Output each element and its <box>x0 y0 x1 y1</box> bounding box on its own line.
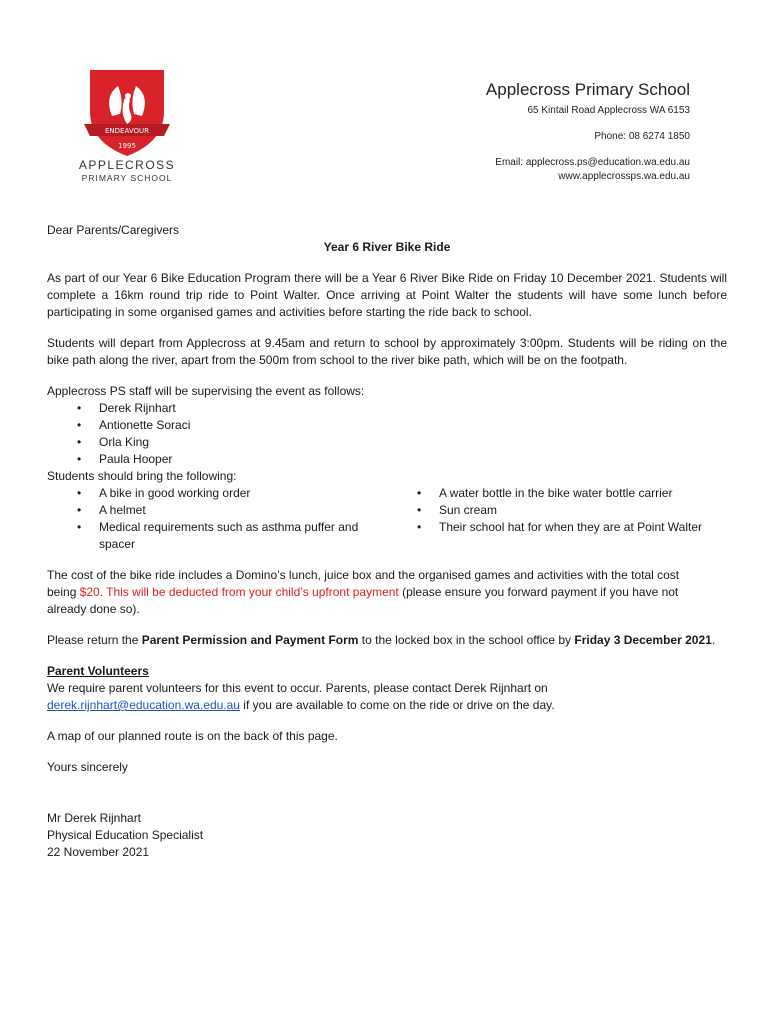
school-contact-header <box>486 80 690 184</box>
bring-list-left <box>47 485 387 553</box>
paragraph-volunteers: We require parent volunteers for this event to occur. Parents, please contact Derek Rijnhart on derek.rijnhart@education.wa.edu.au if you are available to come on the ride or drive on the day. <box>47 681 555 712</box>
letter-subject: Year 6 River Bike Ride <box>323 240 451 254</box>
list-item: • A water bottle in the bike water bottle carrier <box>417 485 727 502</box>
paragraph-cost: The cost of the bike ride includes a Domino’s lunch, juice box and the organised games and activities with the total cost being $20. This will be deducted from your child’s upfront payment (please ensure you forward payment if you have not already done so). <box>47 568 680 616</box>
closing: Yours sincerely <box>47 760 128 774</box>
signature-name: Mr Derek Rijnhart <box>47 811 142 825</box>
crest-icon <box>84 66 170 158</box>
greeting: Dear Parents/Caregivers <box>47 223 180 237</box>
list-item: • Sun cream <box>417 502 727 519</box>
bring-list-right <box>387 485 727 536</box>
logo-school-name: APPLECROSS <box>78 158 176 172</box>
crest-year-text: 1995 <box>118 142 136 150</box>
bring-lists <box>47 485 727 553</box>
volunteers-heading: Parent Volunteers <box>47 664 149 678</box>
bring-intro: Students should bring the following: <box>47 469 237 483</box>
signature-date: 22 November 2021 <box>47 845 150 859</box>
school-logo <box>72 66 182 186</box>
school-name: Applecross Primary School <box>485 80 690 99</box>
signature-title: Physical Education Specialist <box>47 828 204 842</box>
list-item: • Orla King <box>77 434 727 451</box>
letter-body <box>47 222 727 861</box>
staff-list <box>47 400 727 468</box>
list-item: • Medical requirements such as asthma puffer and spacer <box>77 519 359 553</box>
cost-highlight: $20. This will be deducted from your child’s upfront payment <box>79 585 399 599</box>
crest-banner-text: ENDEAVOUR <box>105 127 149 135</box>
paragraph-departure: Students will depart from Applecross at 9.45am and return to school by approximately 3:00pm. Students will be riding on the bike path along the river, apart from the 500m from school to the river bike path, which will be on the footpath. <box>47 336 727 367</box>
logo-school-type: PRIMARY SCHOOL <box>81 173 173 183</box>
paragraph-return: Please return the Parent Permission and Payment Form to the locked box in the school office by Friday 3 December 2021. <box>47 633 716 647</box>
volunteer-email-link[interactable]: derek.rijnhart@education.wa.edu.au <box>47 698 240 712</box>
school-address: 65 Kintail Road Applecross WA 6153 <box>527 105 690 116</box>
list-item: • Antionette Soraci <box>77 417 727 434</box>
list-item: • Their school hat for when they are at Point Walter <box>417 519 727 536</box>
list-item: • A bike in good working order <box>77 485 359 502</box>
school-website: www.applecrossps.wa.edu.au <box>558 171 690 182</box>
staff-intro: Applecross PS staff will be supervising the event as follows: <box>47 384 365 398</box>
list-item: • Paula Hooper <box>77 451 727 468</box>
return-date: Friday 3 December 2021 <box>574 633 712 647</box>
form-name: Parent Permission and Payment Form <box>141 633 359 647</box>
map-note: A map of our planned route is on the back of this page. <box>47 729 338 743</box>
list-item: • Derek Rijnhart <box>77 400 727 417</box>
list-item: • A helmet <box>77 502 359 519</box>
school-email: Email: applecross.ps@education.wa.edu.au <box>495 157 690 168</box>
paragraph-intro: As part of our Year 6 Bike Education Program there will be a Year 6 River Bike Ride on Friday 10 December 2021. Students will complete a 16km round trip ride to Point Walter. Once arriving at Point Walter the students will have some lunch before participating in some organised games and activities before starting the ride back to school. <box>47 271 727 319</box>
school-phone: Phone: 08 6274 1850 <box>594 131 690 142</box>
